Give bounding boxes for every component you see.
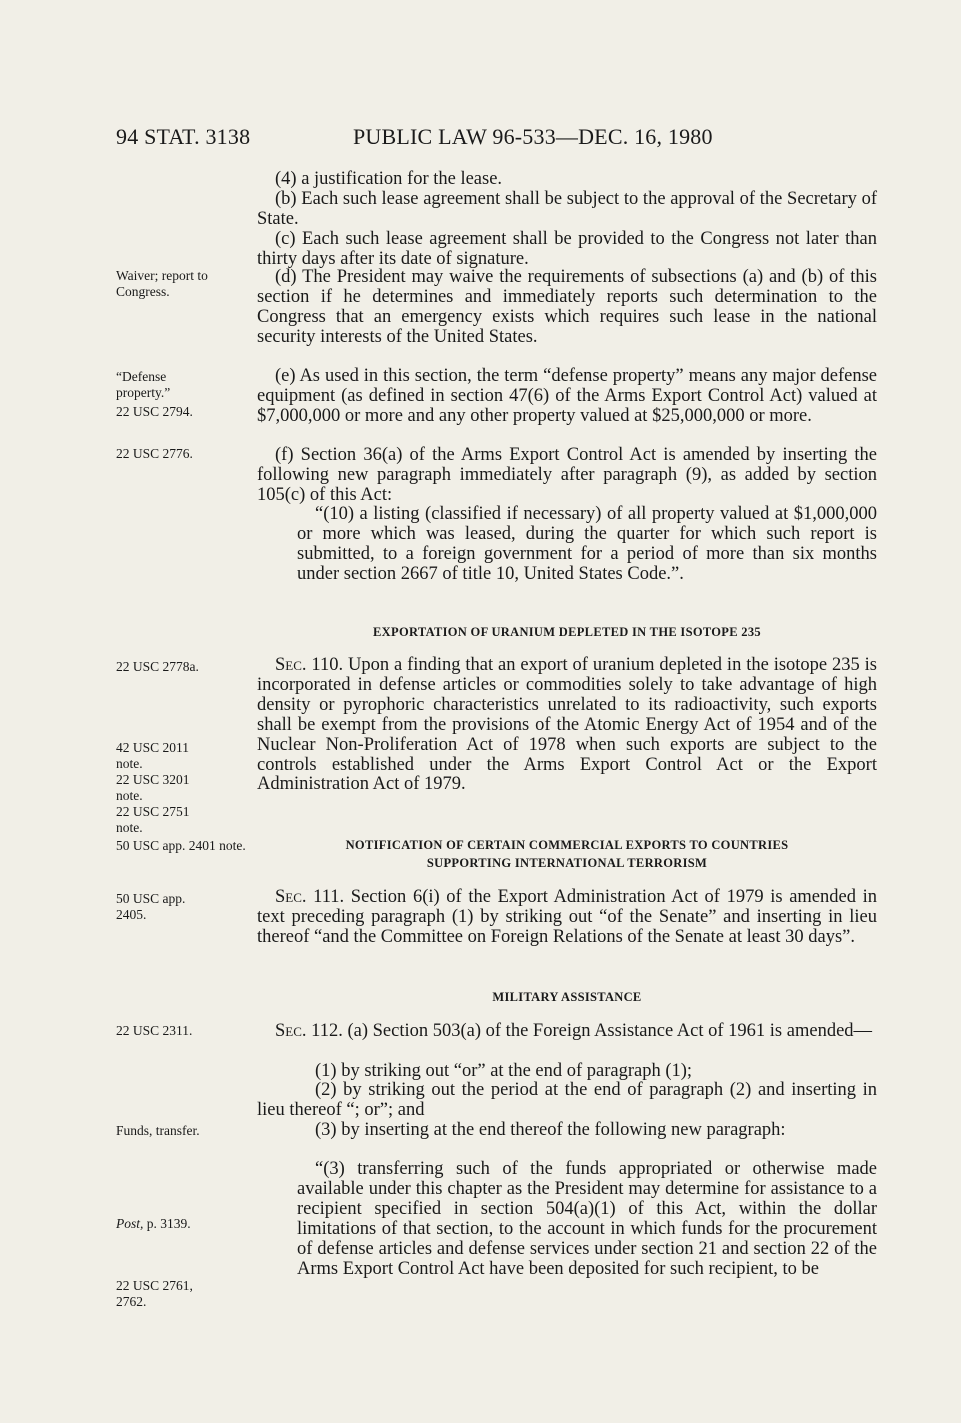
subsection-e: (e) As used in this section, the term “defense property” means any major defense equipment (as defined in section 47(6) of the Arms Export Control Act) valued at $7,000,000 or more and any other property valued at $25,000,000 or more.: [257, 366, 877, 426]
margin-note-usc-2778a: 22 USC 2778a.: [116, 659, 199, 674]
section-110-text: Upon a finding that an export of uranium depleted in the isotope 235 is incorporated in defense articles or commodities solely to take advantage of high density or pyrophoric characteristics unrelated to its radioactivity, such exports shall be exempt from the provisions of the Atomic Energy Act of 1954 and of the Nuclear Non-Proliferation Act of 1978 when such exports are subject to the controls established under the Arms Export Control Act or the Export Administration Act of 1979.: [257, 655, 877, 795]
margin-note-waiver: Waiver; report to Congress.: [116, 268, 208, 299]
margin-note-usc-app-2405: 50 USC app. 2405.: [116, 891, 186, 922]
margin-note-usc-app-2401: 50 USC app. 2401 note.: [116, 838, 246, 853]
heading-notification-2: SUPPORTING INTERNATIONAL TERRORISM: [426, 856, 708, 870]
margin-note-usc-2794: 22 USC 2794.: [116, 404, 193, 419]
section-112-label: Sec. 112.: [275, 1021, 343, 1041]
margin-note-usc-3201: 22 USC 3201 note.: [116, 772, 190, 803]
section-111-text: Section 6(i) of the Export Administration Act of 1979 is amended in text preceding paragraph (1) by striking out “of the Senate” and inserting in lieu thereof “and the Committee on Foreign Relations of the Senate at least 30 days”.: [257, 887, 877, 947]
section-110: [257, 656, 877, 795]
margin-note-usc-2776: 22 USC 2776.: [116, 446, 193, 461]
subsection-d: (d) The President may waive the requirements of subsections (a) and (b) of this section if he determines and immediately reports such determination to the Congress that an emergency exists which requires such lease in the national security interests of the United States.: [257, 267, 877, 347]
paragraph-4: (4) a justification for the lease.: [275, 169, 503, 189]
item-3: (3) by inserting at the end thereof the following new paragraph:: [315, 1120, 786, 1140]
margin-note-usc-2311: 22 USC 2311.: [116, 1023, 193, 1038]
paragraph-10-quote: “(10) a listing (classified if necessary) of all property valued at $1,000,000 or more which was leased, during the quarter for which such report is submitted, to a foreign government for a period of more than six months under section 2667 of title 10, United States Code.”.: [297, 504, 877, 584]
margin-note-usc-2011: 42 USC 2011 note.: [116, 740, 190, 771]
section-112-text: (a) Section 503(a) of the Foreign Assistance Act of 1961 is amended—: [342, 1021, 873, 1041]
page-header: [0, 124, 961, 150]
section-110-label: Sec. 110.: [275, 655, 344, 675]
section-111-label: Sec. 111.: [275, 887, 345, 907]
section-112: [257, 1022, 877, 1042]
margin-note-usc-2761: 22 USC 2761, 2762.: [116, 1278, 193, 1309]
post-label: Post,: [116, 1216, 144, 1231]
item-1: (1) by striking out “or” at the end of paragraph (1);: [315, 1061, 693, 1081]
subsection-c: (c) Each such lease agreement shall be provided to the Congress not later than thirty days after its date of signature.: [257, 229, 877, 269]
subsection-f: (f) Section 36(a) of the Arms Export Control Act is amended by inserting the following new paragraph immediately after paragraph (9), as added by section 105(c) of this Act:: [257, 445, 877, 505]
margin-note-funds-transfer: Funds, transfer.: [116, 1123, 200, 1138]
heading-military-assistance: MILITARY ASSISTANCE: [492, 990, 642, 1004]
margin-note-usc-2751: 22 USC 2751 note.: [116, 804, 190, 835]
subsection-b: (b) Each such lease agreement shall be subject to the approval of the Secretary of State.: [257, 189, 877, 229]
item-2: (2) by striking out the period at the end of paragraph (2) and inserting in lieu thereof “; or”; and: [257, 1080, 877, 1120]
heading-notification-1: NOTIFICATION OF CERTAIN COMMERCIAL EXPORTS TO COUNTRIES: [345, 838, 789, 852]
stat-reference: 94 STAT. 3138: [116, 124, 251, 149]
margin-note-post: [116, 1216, 246, 1232]
section-111: [257, 888, 877, 948]
post-page: p. 3139.: [143, 1216, 191, 1231]
margin-note-defense-property: “Defense property.”: [116, 369, 171, 400]
heading-uranium: EXPORTATION OF URANIUM DEPLETED IN THE ISOTOPE 235: [373, 625, 761, 639]
paragraph-3-quote: “(3) transferring such of the funds appropriated or otherwise made available under this chapter as the President may determine for assistance to a recipient specified in section 504(a)(1) of this Act, within the dollar limitations of that section, to the account in which funds for the procurement of defense articles and defense services under section 21 and section 22 of the Arms Export Control Act have been deposited for such recipient, to be: [297, 1159, 877, 1279]
page-title: PUBLIC LAW 96-533—DEC. 16, 1980: [353, 124, 713, 149]
